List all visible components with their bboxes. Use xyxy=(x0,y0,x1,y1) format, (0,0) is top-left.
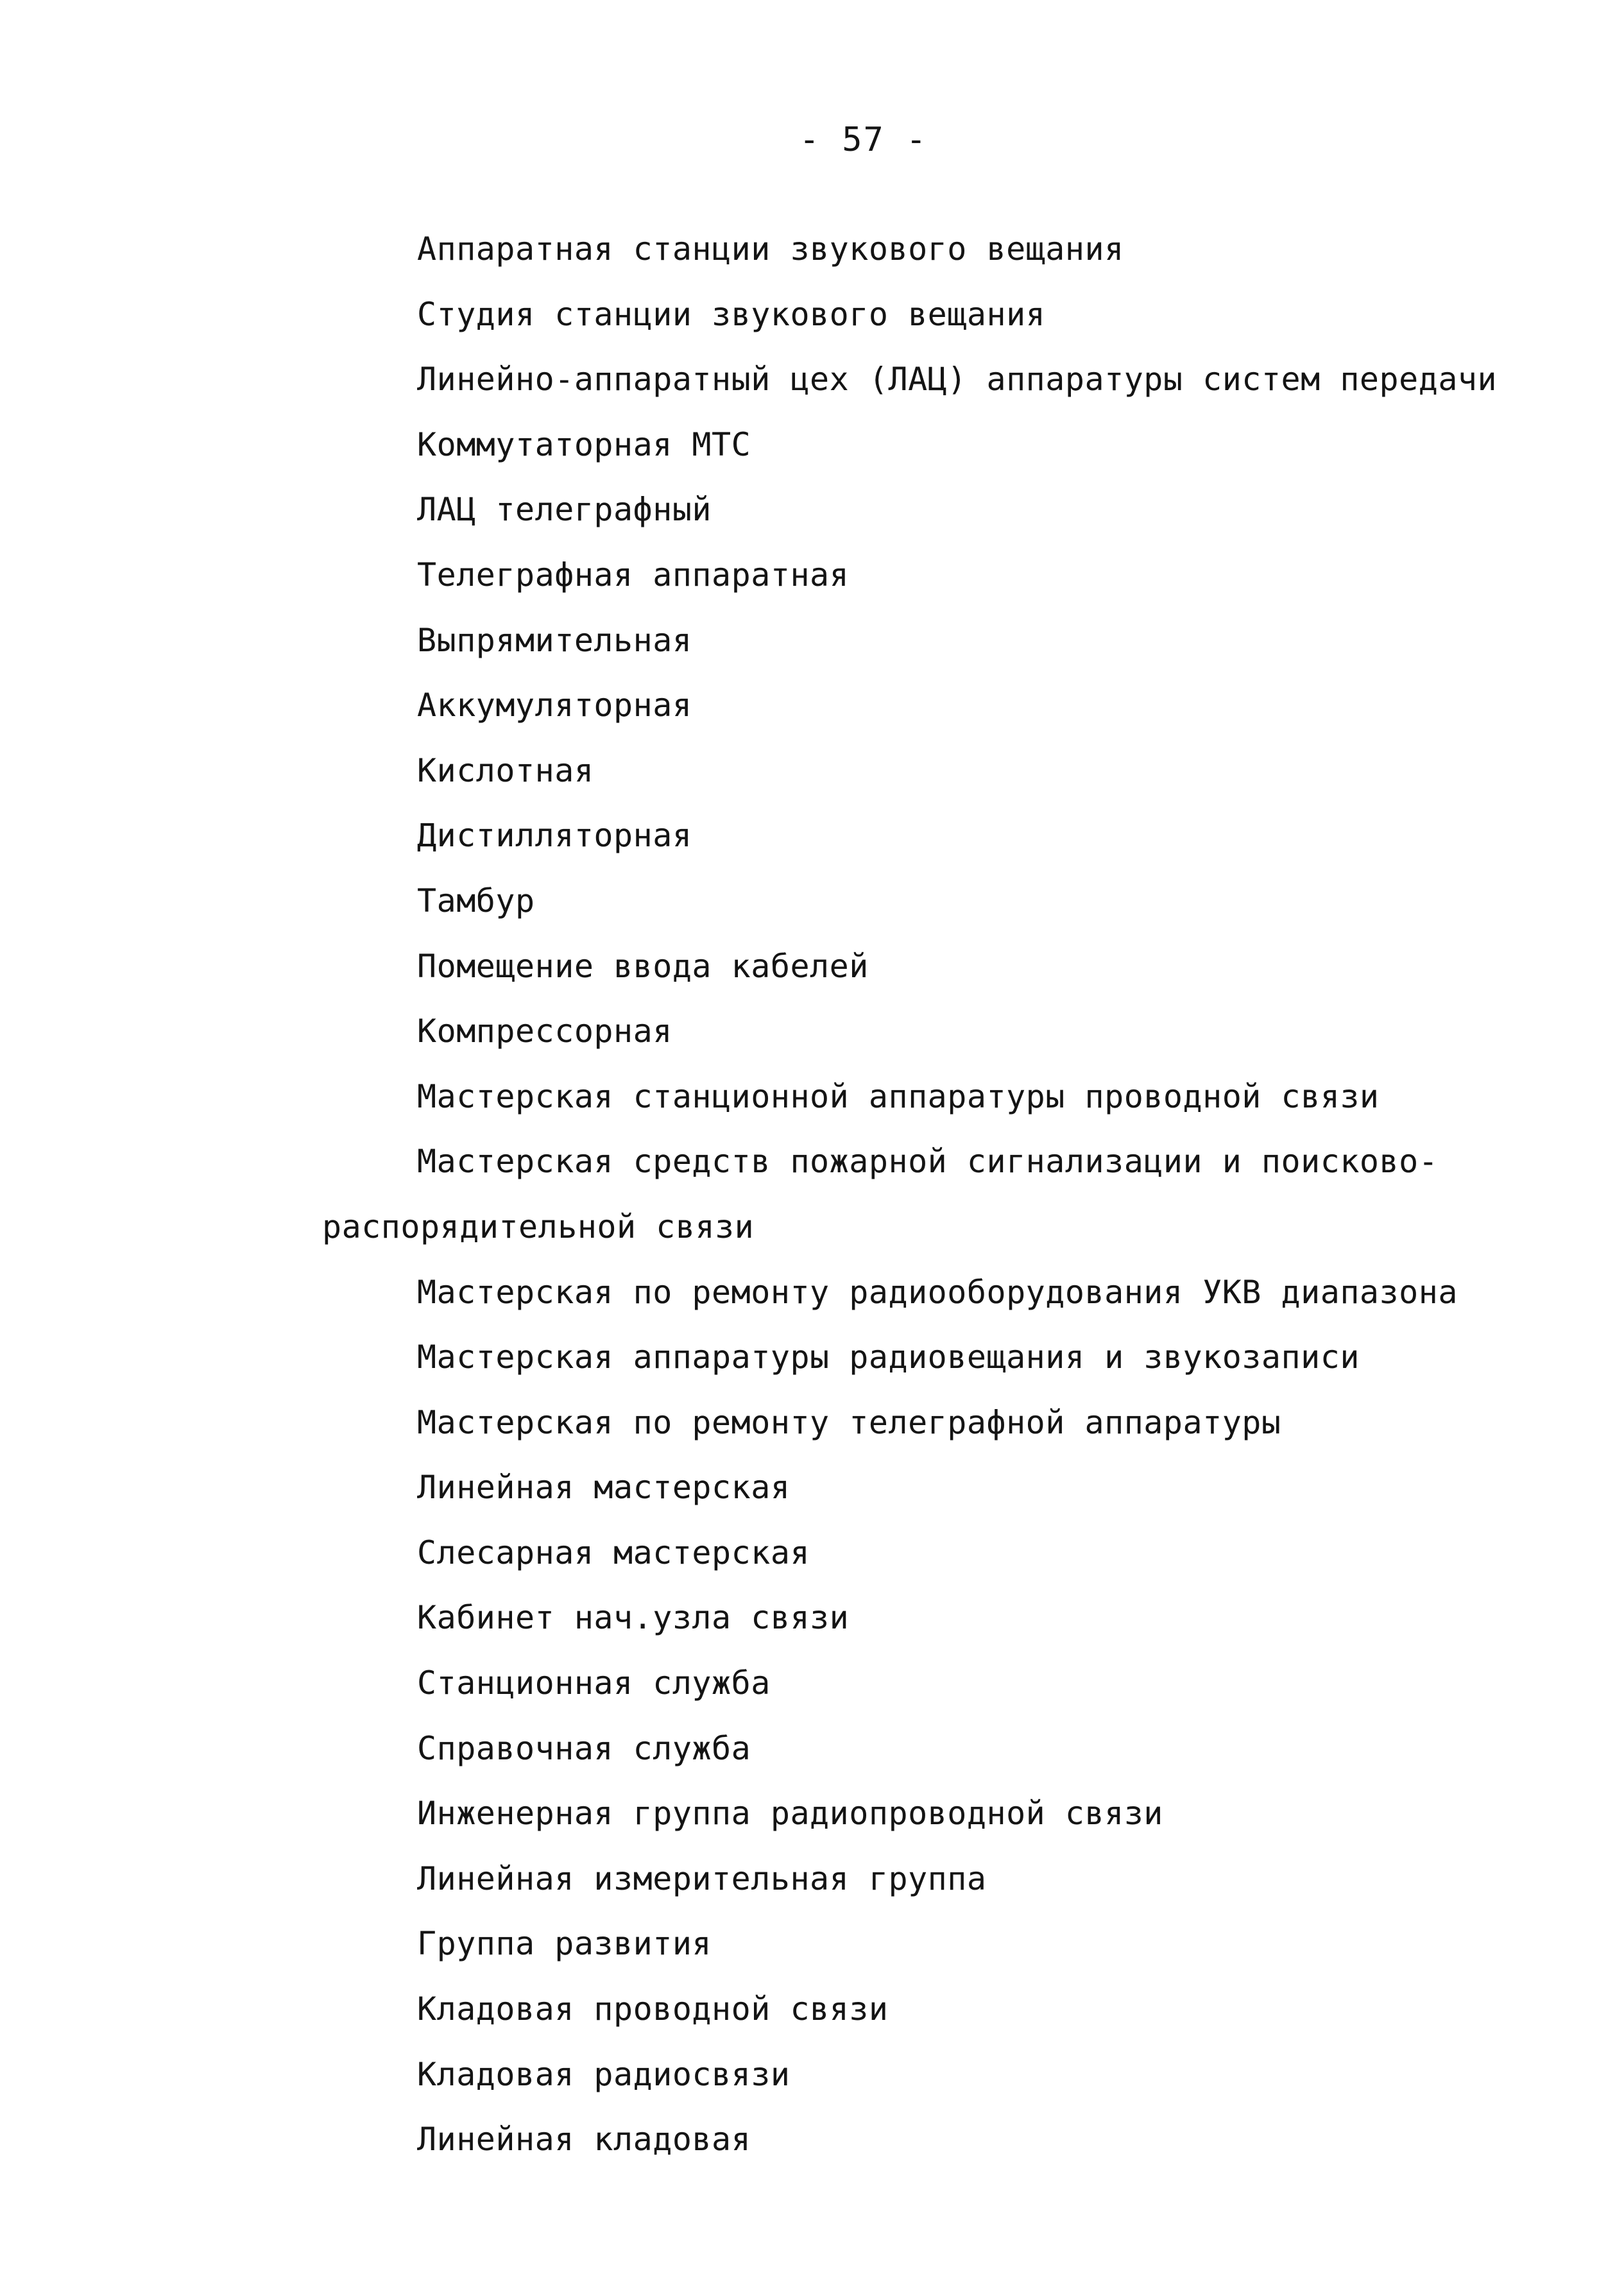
list-item-text: Инженерная группа радиопроводной связи xyxy=(417,1795,1163,1833)
list-item xyxy=(0,1781,1624,1847)
list-item xyxy=(0,2107,1624,2173)
room-list xyxy=(0,217,1624,2173)
list-item-text: Кислотная xyxy=(417,751,594,789)
list-item-text: Телеграфная аппаратная xyxy=(417,556,850,594)
list-item xyxy=(0,999,1624,1064)
list-item xyxy=(0,1325,1624,1390)
page-number: - 57 - xyxy=(799,121,928,159)
list-item xyxy=(0,1455,1624,1521)
list-item xyxy=(0,217,1624,282)
list-item xyxy=(0,1977,1624,2042)
list-item-text: Линейно-аппаратный цех (ЛАЦ) аппаратуры систем передачи xyxy=(417,361,1498,398)
list-item-text: Студия станции звукового вещания xyxy=(417,295,1046,333)
list-item xyxy=(0,608,1624,674)
list-item-text: Справочная служба xyxy=(417,1729,751,1767)
list-item-text: Аппаратная станции звукового вещания xyxy=(417,230,1124,268)
list-item xyxy=(0,803,1624,869)
list-item xyxy=(0,673,1624,739)
list-item xyxy=(0,739,1624,804)
list-item xyxy=(0,1129,1624,1260)
list-item-text: Кабинет нач.узла связи xyxy=(417,1599,850,1637)
list-item xyxy=(0,1390,1624,1456)
list-item-text: Слесарная мастерская xyxy=(417,1534,810,1571)
list-item xyxy=(0,282,1624,348)
list-item xyxy=(0,1651,1624,1716)
list-item-text: Мастерская по ремонту телеграфной аппаратуры xyxy=(417,1403,1281,1441)
list-item xyxy=(0,477,1624,543)
list-item-text: Выпрямительная xyxy=(417,621,692,659)
list-item-text-continuation: распорядительной связи xyxy=(322,1208,755,1245)
list-item xyxy=(0,413,1624,478)
list-item-text: Кладовая радиосвязи xyxy=(417,2055,791,2093)
list-item-text: Мастерская станционной аппаратуры проводной связи xyxy=(417,1077,1380,1115)
list-item-text: Станционная служба xyxy=(417,1664,771,1702)
list-item xyxy=(0,543,1624,608)
list-item-text: Мастерская по ремонту радиооборудования УКВ диапазона xyxy=(417,1273,1458,1311)
list-item xyxy=(0,1064,1624,1130)
list-item-text: Дистилляторная xyxy=(417,817,692,855)
list-item-text: Аккумуляторная xyxy=(417,687,692,724)
list-item-text: Группа развития xyxy=(417,1925,712,1963)
list-item-text: ЛАЦ телеграфный xyxy=(417,491,712,529)
list-item xyxy=(0,1716,1624,1782)
list-item xyxy=(0,1586,1624,1651)
list-item xyxy=(0,347,1624,413)
list-item xyxy=(0,934,1624,1000)
list-item-text: Помещение ввода кабелей xyxy=(417,947,869,985)
list-item xyxy=(0,1911,1624,1977)
list-item-text: Мастерская аппаратуры радиовещания и звукозаписи xyxy=(417,1338,1360,1376)
list-item-text: Кладовая проводной связи xyxy=(417,1990,889,2028)
list-item xyxy=(0,1847,1624,1912)
list-item-text: Линейная измерительная группа xyxy=(417,1859,987,1897)
list-item-text: Компрессорная xyxy=(417,1013,672,1050)
list-item-text: Коммутаторная МТС xyxy=(417,425,751,463)
list-item xyxy=(0,1521,1624,1586)
list-item-text: Мастерская средств пожарной сигнализации и поисково- xyxy=(417,1143,1439,1181)
list-item xyxy=(0,869,1624,934)
list-item-text: Линейная кладовая xyxy=(417,2121,751,2159)
list-item xyxy=(0,2042,1624,2108)
list-item-text: Тамбур xyxy=(417,882,535,919)
list-item-text: Линейная мастерская xyxy=(417,1469,791,1507)
list-item xyxy=(0,1260,1624,1326)
